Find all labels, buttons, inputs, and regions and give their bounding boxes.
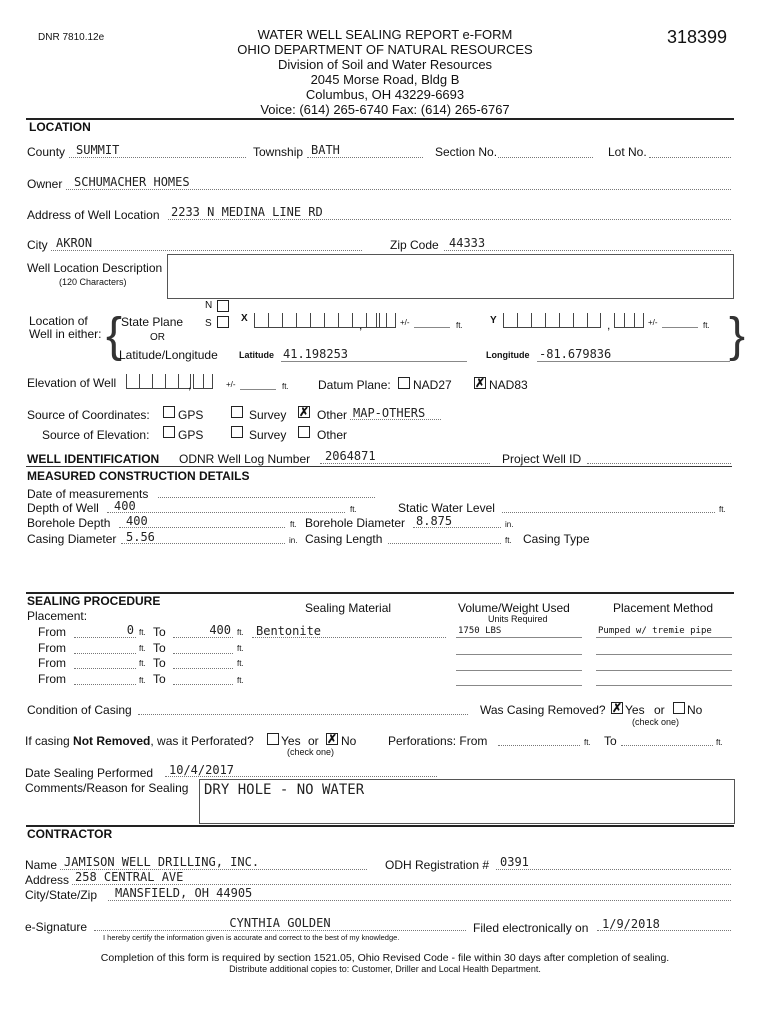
from-ft: ft. [139,628,146,637]
longitude-label: Longitude [486,350,530,360]
right-brace-icon: } [729,309,746,362]
coord-other-label: Other [317,408,348,422]
x-label: X [241,313,248,324]
city-field[interactable]: AKRON [56,236,93,250]
casing-diam-in: in. [289,536,298,545]
well-desc-field[interactable] [167,254,734,299]
y-accuracy-field[interactable] [662,327,698,328]
contractor-name-field[interactable]: JAMISON WELL DRILLING, INC. [64,855,260,869]
method-line [596,637,732,638]
address-label: Address of Well Location [27,208,160,222]
to-field[interactable]: 400 [209,623,231,637]
borehole-depth-field[interactable]: 400 [126,514,148,528]
y-ft: ft. [703,321,710,330]
comments-label: Comments/Reason for Sealing [25,781,189,795]
y-comma: , [607,318,611,332]
casing-removed-label: Was Casing Removed? [480,703,606,717]
divider [26,825,734,827]
latlong-label: Latitude/Longitude [119,348,218,362]
filed-date-field[interactable]: 1/9/2018 [602,917,660,931]
nad27-label: NAD27 [413,378,452,392]
perforated-check-one: (check one) [287,747,335,757]
section-location-title: LOCATION [29,120,91,134]
method-field[interactable] [596,685,732,686]
certify-note: I hereby certify the information given is accurate and correct to the best of my knowledge. [103,933,400,942]
perforated-yes-label: Yes [281,734,301,748]
coord-survey-label: Survey [249,408,287,422]
owner-label: Owner [27,177,63,191]
static-level-field[interactable] [502,512,715,513]
well-log-field[interactable]: 2064871 [325,449,376,463]
owner-field[interactable]: SCHUMACHER HOMES [74,175,190,189]
elevation-boxes[interactable] [126,374,191,389]
township-label: Township [253,145,304,159]
to-ft: ft. [237,676,244,685]
contractor-csz-field[interactable]: MANSFIELD, OH 44905 [115,886,253,900]
to-field[interactable] [173,653,233,654]
y-decimal-boxes[interactable] [614,313,644,328]
casing-type-label: Casing Type [523,532,590,546]
divider [26,118,734,120]
section-no-label: Section No. [435,145,498,159]
removed-check-one: (check one) [632,717,680,727]
well-log-line [320,463,490,464]
removed-no-checkbox[interactable] [673,702,685,714]
method-field[interactable]: Pumped w/ tremie pipe [598,626,712,636]
removed-or-label: or [654,703,665,717]
volume-line [456,637,582,638]
seal-date-field[interactable]: 10/4/2017 [169,763,235,777]
static-ft: ft. [719,505,726,514]
perforations-to-label: To [604,734,617,748]
static-level-label: Static Water Level [398,501,495,515]
elevation-accuracy-field[interactable] [240,389,276,390]
seal-date-label: Date Sealing Performed [25,766,154,780]
south-label: S [205,318,212,329]
borehole-diam-in: in. [505,520,514,529]
sealing-title: SEALING PROCEDURE [27,594,161,608]
header-division: Division of Soil and Water Resources [277,57,493,72]
from-field[interactable] [74,684,136,685]
contractor-address-line [72,884,731,885]
from-field[interactable] [74,653,136,654]
south-checkbox[interactable] [217,316,229,328]
elevation-comma: , [188,378,192,392]
volume-header: Volume/Weight Used [458,601,570,615]
esignature-line [94,930,466,931]
perforations-from-ft: ft. [584,738,591,747]
to-line [173,637,233,638]
city-label: City [27,238,48,252]
from-label: From [38,656,66,670]
left-brace-icon: { [106,309,123,362]
casing-diam-label: Casing Diameter [27,532,117,546]
from-label: From [38,672,66,686]
volume-field[interactable] [456,685,582,686]
zip-label: Zip Code [390,238,439,252]
perforations-to-field[interactable] [621,745,713,746]
comments-field[interactable] [199,779,735,824]
removed-yes-label: Yes [625,703,645,717]
perforated-no-label: No [341,734,357,748]
contractor-address-field[interactable]: 258 CENTRAL AVE [75,870,184,884]
perforated-or-label: or [308,734,319,748]
footer-requirement: Completion of this form is required by section 1521.05, Ohio Revised Code - file within 30 days after completion of sealing. [100,952,670,964]
township-field-line [307,157,423,158]
county-label: County [27,145,66,159]
project-id-label: Project Well ID [502,452,582,466]
longitude-field-line [537,361,730,362]
perforated-no-checkbox[interactable]: ✗ [327,732,338,746]
esignature-field[interactable]: CYNTHIA GOLDEN [229,916,331,930]
to-label: To [153,641,166,655]
form-code: DNR 7810.12e [38,32,105,43]
elevation-plusminus: +/- [226,380,236,389]
lot-no-label: Lot No. [608,145,647,159]
township-field[interactable]: BATH [311,143,340,157]
casing-length-label: Casing Length [305,532,383,546]
city-field-line [51,250,362,251]
header-street: 2045 Morse Road, Bldg B [310,72,460,87]
to-field[interactable] [173,684,233,685]
to-label: To [153,672,166,686]
well-id-title: WELL IDENTIFICATION [27,452,160,466]
casing-length-field[interactable] [388,543,501,544]
volume-field[interactable]: 1750 LBS [458,626,502,636]
header-title: WATER WELL SEALING REPORT e-FORM [257,27,513,42]
project-id-field[interactable] [587,463,731,464]
well-in-either-label: Well in either: [29,327,102,341]
measure-date-field[interactable] [158,497,375,498]
measure-date-label: Date of measurements [27,487,149,501]
borehole-diam-field[interactable]: 8.875 [416,514,453,528]
footer-distribution: Distribute additional copies to: Customer, Driller and Local Health Department. [229,964,541,974]
depth-field[interactable]: 400 [114,499,136,513]
from-ft: ft. [139,676,146,685]
volume-field[interactable] [456,654,582,655]
casing-condition-field[interactable] [138,714,468,715]
contractor-csz-label: City/State/Zip [25,888,98,902]
x-ft: ft. [456,321,463,330]
y-plusminus: +/- [648,318,658,327]
owner-field-line [66,189,731,190]
latitude-field-line [281,361,467,362]
from-label: From [38,641,66,655]
material-header: Sealing Material [305,601,392,615]
coord-gps-checkbox[interactable] [163,406,175,418]
odh-field[interactable]: 0391 [500,855,529,869]
north-checkbox[interactable] [217,300,229,312]
x-decimal-boxes[interactable] [366,313,396,328]
coord-other-checkbox[interactable]: ✗ [299,405,310,419]
address-field[interactable]: 2233 N MEDINA LINE RD [171,205,323,219]
perforations-to-ft: ft. [716,738,723,747]
elev-survey-checkbox[interactable] [231,426,243,438]
contractor-title: CONTRACTOR [27,827,113,841]
header-phone: Voice: (614) 265-6740 Fax: (614) 265-6767 [260,102,510,117]
odh-label: ODH Registration # [385,858,490,872]
lot-no-field[interactable] [649,157,731,158]
x-comma: , [359,318,363,332]
elevation-label: Elevation of Well [27,376,117,390]
zip-field[interactable]: 44333 [449,236,486,250]
to-label: To [153,656,166,670]
coord-gps-label: GPS [178,408,204,422]
placement-label: Placement: [27,609,88,623]
source-coord-label: Source of Coordinates: [27,408,150,422]
header-agency: OHIO DEPARTMENT OF NATURAL RESOURCES [237,42,533,57]
to-field[interactable] [173,668,233,669]
latitude-field[interactable]: 41.198253 [283,347,349,361]
address-field-line [168,219,731,220]
elev-gps-label: GPS [178,428,204,442]
from-ft: ft. [139,644,146,653]
y-label: Y [490,315,497,326]
to-ft: ft. [237,628,244,637]
divider [26,466,732,467]
location-of-label: Location of [29,314,88,328]
filed-label: Filed electronically on [473,921,589,935]
section-no-field[interactable] [498,157,593,158]
to-label: To [153,625,166,639]
esignature-label: e-Signature [25,920,88,934]
removed-no-label: No [687,703,703,717]
elev-other-label: Other [317,428,348,442]
nad27-checkbox[interactable] [398,377,410,389]
depth-line [107,512,345,513]
elevation-decimal-boxes[interactable] [193,374,213,389]
borehole-diam-label: Borehole Diameter [305,516,406,530]
latitude-label: Latitude [239,350,274,360]
removed-yes-checkbox[interactable]: ✗ [612,701,623,715]
datum-label: Datum Plane: [318,378,391,392]
borehole-depth-label: Borehole Depth [27,516,111,530]
well-desc-label: Well Location Description [27,261,163,275]
construction-title: MEASURED CONSTRUCTION DETAILS [27,469,250,483]
state-plane-label: State Plane [121,315,184,329]
perforations-from-label: Perforations: From [388,734,488,748]
comments-text: DRY HOLE - NO WATER [204,782,365,798]
or-label: OR [150,332,165,343]
from-field[interactable]: 0 [126,623,134,637]
depth-ft: ft. [350,505,357,514]
perforated-question: If casing Not Removed, was it Perforated? [25,734,254,748]
elev-gps-checkbox[interactable] [163,426,175,438]
elevation-ft: ft. [282,382,289,391]
north-label: N [205,300,213,311]
volume-field[interactable] [456,670,582,671]
contractor-name-label: Name [25,858,58,872]
county-field-line [69,157,246,158]
method-field[interactable] [596,654,732,655]
contractor-address-label: Address [25,873,70,887]
perforations-from-field[interactable] [498,745,580,746]
county-field[interactable]: SUMMIT [76,143,120,157]
source-elev-label: Source of Elevation: [42,428,150,442]
well-log-label: ODNR Well Log Number [179,452,311,466]
from-field[interactable] [74,668,136,669]
elev-other-checkbox[interactable] [298,426,310,438]
header-city: Columbus, OH 43229-6693 [305,87,465,102]
from-label: From [38,625,66,639]
casing-condition-label: Condition of Casing [27,703,132,717]
casing-length-ft: ft. [505,536,512,545]
elev-survey-label: Survey [249,428,287,442]
material-field[interactable]: Bentonite [256,624,322,638]
from-line [74,637,136,638]
contractor-csz-line [108,900,731,901]
coord-other-line [350,419,441,420]
borehole-depth-ft: ft. [290,520,297,529]
well-desc-note: (120 Characters) [59,277,127,287]
x-plusminus: +/- [400,318,410,327]
form-header [185,27,585,117]
perforated-yes-checkbox[interactable] [267,733,279,745]
zip-field-line [444,250,731,251]
casing-diam-field[interactable]: 5.56 [126,530,155,544]
nad83-label: NAD83 [489,378,528,392]
to-ft: ft. [237,644,244,653]
method-header: Placement Method [613,601,714,615]
from-ft: ft. [139,659,146,668]
form-number: 318399 [667,27,728,47]
depth-label: Depth of Well [27,501,99,515]
odh-line [496,869,731,870]
to-ft: ft. [237,659,244,668]
method-field[interactable] [596,670,732,671]
nad83-checkbox[interactable]: ✗ [475,376,486,390]
x-accuracy-field[interactable] [414,327,450,328]
y-coordinate-boxes[interactable] [503,313,601,328]
coord-survey-checkbox[interactable] [231,406,243,418]
coord-other-field[interactable]: MAP-OTHERS [353,406,426,420]
units-note: Units Required [488,614,548,624]
longitude-field[interactable]: -81.679836 [539,347,612,361]
